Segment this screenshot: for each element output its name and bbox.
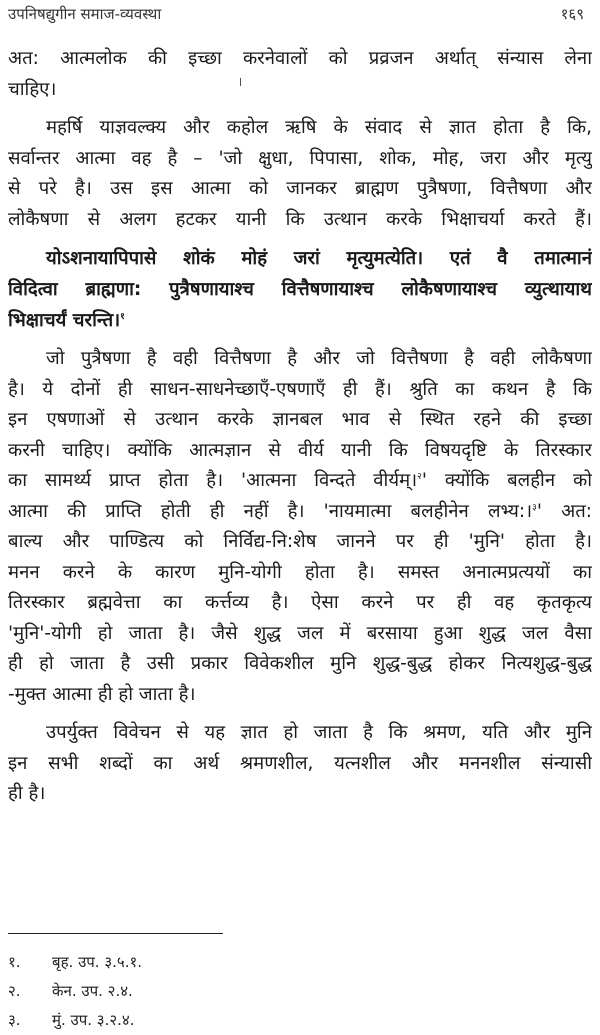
text-line: चाहिए।	[8, 78, 57, 100]
footnotes	[8, 948, 142, 1035]
footnote-3	[8, 1006, 142, 1035]
footnote-2	[8, 977, 142, 1006]
paragraph-3	[8, 344, 592, 710]
sanskrit-verse	[8, 243, 592, 336]
text-line: मनन करने के कारण मुनि-योगी होता है। समस्त अनात्मप्रत्ययों का	[8, 561, 592, 583]
text-line: का सामर्थ्य प्राप्त होता है। 'आत्मना विन्दते वीर्यम्।$^२$' क्योंकि बलहीन को	[8, 470, 592, 491]
text-line: इन एषणाओं से उत्थान करके ज्ञानबल भाव से स्थित रहने की इच्छा	[8, 409, 592, 430]
footnote-ref[interactable]: ३	[532, 502, 537, 513]
text-line: तिरस्कार ब्रह्मवेत्ता का कर्त्तव्य है। ऐसा करने पर ही वह कृतकृत्य	[8, 592, 592, 613]
paragraph-1	[8, 44, 592, 105]
text-line: करनी चाहिए। क्योंकि आत्मज्ञान से वीर्य यानी कि विषयदृष्टि के तिरस्कार	[8, 439, 592, 461]
footnote-ref[interactable]: २	[417, 471, 422, 482]
text-line: से परे है। उस इस आत्मा को जानकर ब्राह्मण पुत्रैषणा, वित्तैषणा और	[8, 178, 592, 199]
text-line: आत्मा की प्राप्ति होती ही नहीं है। 'नायमात्मा बलहीनेन लभ्य:।$^३$' अत:	[8, 500, 592, 522]
body-text	[8, 44, 592, 818]
text-line: महर्षि याज्ञवल्क्य और कहोल ऋषि के संवाद से ज्ञात होता है कि,	[46, 117, 592, 138]
page-number: १६९	[560, 5, 584, 23]
footnote-text: मुं. उप. ३.२.४.	[52, 1011, 135, 1029]
text-line: ही है।	[8, 783, 46, 804]
running-title: उपनिषद्युगीन समाज-व्यवस्था	[8, 5, 162, 23]
text-line: 'मुनि'-योगी हो जाता है। जैसे शुद्ध जल में बरसाया हुआ शुद्ध जल वैसा	[8, 622, 592, 644]
text-line: लोकैषणा से अलग हटकर यानी कि उत्थान करके भिक्षाचर्या करते हैं।	[8, 208, 592, 230]
paragraph-4	[8, 718, 592, 810]
footnote-number: २.	[8, 982, 21, 1000]
footnote-divider	[8, 933, 223, 934]
paragraph-2	[8, 113, 592, 235]
footnote-number: ३.	[8, 1011, 21, 1029]
footnote-ref[interactable]: १	[120, 311, 125, 322]
text-line: ही हो जाता है उसी प्रकार विवेकशील मुनि शुद्ध-बुद्ध होकर नित्यशुद्ध-बुद्ध	[8, 653, 592, 674]
verse-line: विदित्वा ब्राह्मणा: पुत्रैषणायाश्च वित्तैषणायाश्च लोकैषणायाश्च व्युत्थायाथ	[8, 279, 592, 300]
text-line: उपर्युक्त विवेचन से यह ज्ञात हो जाता है कि श्रमण, यति और मुनि	[46, 722, 592, 743]
footnote-number: १.	[8, 953, 21, 971]
text-line: जो पुत्रैषणा है वही वित्तैषणा है और जो वित्तैषणा है वही लोकैषणा	[46, 348, 592, 369]
footnote-text: बृह. उप. ३.५.१.	[52, 953, 143, 971]
text-line: है। ये दोनों ही साधन-साधनेच्छाएँ-एषणाएँ ही हैं। श्रुति का कथन है कि	[8, 378, 592, 400]
verse-line: योऽशनायापिपासे शोकं मोहं जरां मृत्युमत्येति। एतं वै तमात्मानं	[46, 248, 592, 269]
text-line: अत: आत्मलोक की इच्छा करनेवालों को प्रव्रजन अर्थात् संन्यास लेना	[8, 48, 592, 69]
verse-line: भिक्षाचर्यं चरन्ति।$^१$	[8, 310, 125, 331]
text-line: बाल्य और पाण्डित्य को निर्विद्य-नि:शेष जानने पर ही 'मुनि' होता है।	[8, 531, 592, 552]
text-line: सर्वान्तर आत्मा वह है – 'जो क्षुधा, पिपासा, शोक, मोह, जरा और मृत्यु	[8, 147, 592, 169]
text-line: -मुक्त आत्मा ही हो जाता है।	[8, 683, 196, 705]
running-header	[8, 4, 584, 24]
footnote-1	[8, 948, 142, 977]
footnote-text: केन. उप. २.४.	[52, 982, 133, 1000]
text-line: इन सभी शब्दों का अर्थ श्रमणशील, यत्नशील और मननशील संन्यासी	[8, 752, 592, 774]
